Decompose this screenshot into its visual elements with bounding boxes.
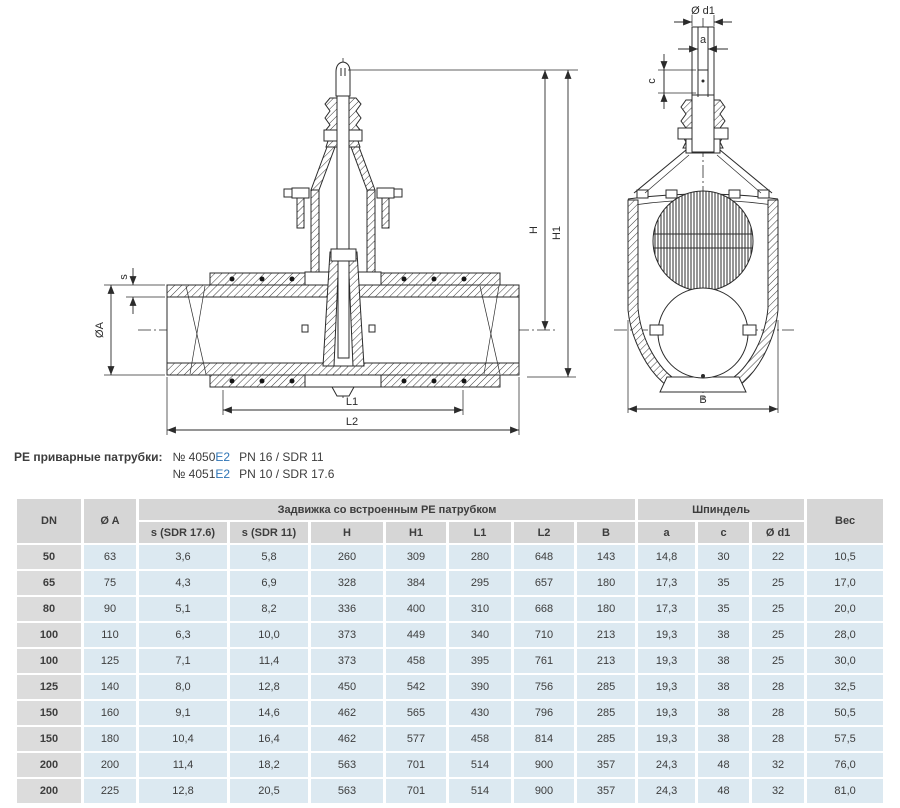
table-cell: 180 xyxy=(84,727,136,751)
table-cell: 357 xyxy=(577,779,635,803)
table-cell: 756 xyxy=(514,675,574,699)
table-cell: 285 xyxy=(577,675,635,699)
table-cell: 462 xyxy=(311,701,383,725)
table-cell: 213 xyxy=(577,623,635,647)
cell-dn: 150 xyxy=(17,701,81,725)
col-header-b: B xyxy=(577,522,635,543)
front-view xyxy=(94,58,578,435)
table-cell: 563 xyxy=(311,753,383,777)
cell-dn: 50 xyxy=(17,545,81,569)
table-cell: 8,0 xyxy=(139,675,227,699)
note-item xyxy=(172,449,334,466)
table-cell: 17,3 xyxy=(638,597,695,621)
table-cell: 450 xyxy=(311,675,383,699)
table-row xyxy=(17,649,883,673)
table-cell: 90 xyxy=(84,597,136,621)
table-cell: 32,5 xyxy=(807,675,883,699)
table-cell: 38 xyxy=(698,649,749,673)
table-cell: 295 xyxy=(449,571,511,595)
table-cell: 25 xyxy=(752,597,804,621)
dim-label-dia-a: ØA xyxy=(94,322,106,338)
table-cell: 761 xyxy=(514,649,574,673)
table-cell: 38 xyxy=(698,623,749,647)
table-cell: 48 xyxy=(698,779,749,803)
table-body xyxy=(17,545,883,803)
dim-label-a: a xyxy=(699,34,707,46)
table-cell: 657 xyxy=(514,571,574,595)
table-cell: 390 xyxy=(449,675,511,699)
table-cell: 160 xyxy=(84,701,136,725)
col-header-h1: H1 xyxy=(386,522,446,543)
table-cell: 30 xyxy=(698,545,749,569)
table-cell: 310 xyxy=(449,597,511,621)
table-cell: 430 xyxy=(449,701,511,725)
table-cell: 20,5 xyxy=(230,779,308,803)
table-cell: 796 xyxy=(514,701,574,725)
table-cell: 6,9 xyxy=(230,571,308,595)
dim-label-s: s xyxy=(118,274,130,280)
table-row xyxy=(17,675,883,699)
table-cell: 900 xyxy=(514,753,574,777)
table-cell: 225 xyxy=(84,779,136,803)
table-cell: 25 xyxy=(752,623,804,647)
table-cell: 12,8 xyxy=(230,675,308,699)
table-cell: 814 xyxy=(514,727,574,751)
cell-dn: 100 xyxy=(17,623,81,647)
table-cell: 373 xyxy=(311,649,383,673)
table-cell: 449 xyxy=(386,623,446,647)
col-header-da: Ø A xyxy=(84,499,136,543)
table-cell: 180 xyxy=(577,571,635,595)
table-cell: 63 xyxy=(84,545,136,569)
table-cell: 309 xyxy=(386,545,446,569)
table-cell: 336 xyxy=(311,597,383,621)
dim-label-l1: L1 xyxy=(345,396,359,408)
catalog-spec: PN 16 / SDR 11 xyxy=(239,450,324,464)
cell-dn: 80 xyxy=(17,597,81,621)
table-cell: 577 xyxy=(386,727,446,751)
table-cell: 76,0 xyxy=(807,753,883,777)
table-cell: 143 xyxy=(577,545,635,569)
table-cell: 328 xyxy=(311,571,383,595)
table-cell: 710 xyxy=(514,623,574,647)
catalog-number: № 4051 xyxy=(172,467,216,481)
table-cell: 395 xyxy=(449,649,511,673)
table-cell: 25 xyxy=(752,571,804,595)
table-cell: 12,8 xyxy=(139,779,227,803)
table-cell: 17,0 xyxy=(807,571,883,595)
table-cell: 19,3 xyxy=(638,701,695,725)
table-cell: 14,6 xyxy=(230,701,308,725)
table-cell: 5,8 xyxy=(230,545,308,569)
table-cell: 28 xyxy=(752,701,804,725)
table-cell: 900 xyxy=(514,779,574,803)
table-cell: 10,5 xyxy=(807,545,883,569)
table-cell: 8,2 xyxy=(230,597,308,621)
table-cell: 32 xyxy=(752,779,804,803)
table-cell: 19,3 xyxy=(638,675,695,699)
table-cell: 19,3 xyxy=(638,623,695,647)
col-header-c: c xyxy=(698,522,749,543)
col-header-s-sdr-11: s (SDR 11) xyxy=(230,522,308,543)
table-cell: 19,3 xyxy=(638,649,695,673)
col-header-h: H xyxy=(311,522,383,543)
table-cell: 24,3 xyxy=(638,753,695,777)
table-cell: 3,6 xyxy=(139,545,227,569)
table-cell: 542 xyxy=(386,675,446,699)
table-row xyxy=(17,753,883,777)
table-cell: 9,1 xyxy=(139,701,227,725)
table-cell: 57,5 xyxy=(807,727,883,751)
table-cell: 81,0 xyxy=(807,779,883,803)
table-cell: 462 xyxy=(311,727,383,751)
dim-label-l2: L2 xyxy=(345,416,359,428)
catalog-suffix: E2 xyxy=(215,467,231,481)
table-cell: 213 xyxy=(577,649,635,673)
col-header-s-sdr-17-6: s (SDR 17.6) xyxy=(139,522,227,543)
table-cell: 38 xyxy=(698,675,749,699)
group-header-spindle: Шпиндель xyxy=(638,499,804,520)
table-cell: 11,4 xyxy=(230,649,308,673)
table-cell: 28,0 xyxy=(807,623,883,647)
cell-dn: 100 xyxy=(17,649,81,673)
table-cell: 10,0 xyxy=(230,623,308,647)
col-header-weight: Вес xyxy=(807,499,883,543)
table-cell: 4,3 xyxy=(139,571,227,595)
table-cell: 514 xyxy=(449,779,511,803)
table-cell: 340 xyxy=(449,623,511,647)
table-cell: 35 xyxy=(698,597,749,621)
table-cell: 110 xyxy=(84,623,136,647)
col-header-l2: L2 xyxy=(514,522,574,543)
table-row xyxy=(17,545,883,569)
table-cell: 18,2 xyxy=(230,753,308,777)
table-cell: 6,3 xyxy=(139,623,227,647)
table-row xyxy=(17,779,883,803)
table-cell: 701 xyxy=(386,779,446,803)
table-cell: 648 xyxy=(514,545,574,569)
cell-dn: 200 xyxy=(17,779,81,803)
table-header xyxy=(17,499,883,543)
table-cell: 38 xyxy=(698,727,749,751)
dim-label-b: B xyxy=(699,394,707,406)
table-cell: 10,4 xyxy=(139,727,227,751)
col-header-l1: L1 xyxy=(449,522,511,543)
table-cell: 668 xyxy=(514,597,574,621)
catalog-suffix: E2 xyxy=(215,450,231,464)
table-cell: 30,0 xyxy=(807,649,883,673)
cell-dn: 65 xyxy=(17,571,81,595)
group-header-valve: Задвижка со встроенным PE патрубком xyxy=(139,499,635,520)
table-row xyxy=(17,623,883,647)
table-cell: 16,4 xyxy=(230,727,308,751)
table-cell: 48 xyxy=(698,753,749,777)
table-cell: 50,5 xyxy=(807,701,883,725)
note-items xyxy=(172,449,334,483)
table-cell: 458 xyxy=(386,649,446,673)
side-view xyxy=(614,5,794,413)
table-row xyxy=(17,571,883,595)
table-cell: 514 xyxy=(449,753,511,777)
table-cell: 701 xyxy=(386,753,446,777)
note-item xyxy=(172,466,334,483)
table-cell: 400 xyxy=(386,597,446,621)
dim-label-h: H xyxy=(528,226,540,234)
table-cell: 17,3 xyxy=(638,571,695,595)
table-cell: 5,1 xyxy=(139,597,227,621)
table-cell: 285 xyxy=(577,727,635,751)
table-cell: 373 xyxy=(311,623,383,647)
cell-dn: 150 xyxy=(17,727,81,751)
cell-dn: 200 xyxy=(17,753,81,777)
table-cell: 200 xyxy=(84,753,136,777)
table-cell: 24,3 xyxy=(638,779,695,803)
table-cell: 285 xyxy=(577,701,635,725)
table-cell: 11,4 xyxy=(139,753,227,777)
table-cell: 35 xyxy=(698,571,749,595)
table-cell: 280 xyxy=(449,545,511,569)
table-row xyxy=(17,597,883,621)
table-cell: 32 xyxy=(752,753,804,777)
table-cell: 7,1 xyxy=(139,649,227,673)
table-cell: 565 xyxy=(386,701,446,725)
col-header-d1: Ø d1 xyxy=(752,522,804,543)
table-cell: 22 xyxy=(752,545,804,569)
dim-label-d1: Ø d1 xyxy=(691,5,715,17)
table-cell: 563 xyxy=(311,779,383,803)
table-cell: 25 xyxy=(752,649,804,673)
pe-note xyxy=(14,449,334,483)
table-cell: 28 xyxy=(752,727,804,751)
table-cell: 458 xyxy=(449,727,511,751)
table-row xyxy=(17,727,883,751)
table-cell: 384 xyxy=(386,571,446,595)
col-header-a: a xyxy=(638,522,695,543)
table-cell: 140 xyxy=(84,675,136,699)
col-header-dn: DN xyxy=(17,499,81,543)
table-cell: 180 xyxy=(577,597,635,621)
catalog-number: № 4050 xyxy=(172,450,216,464)
dimension-table xyxy=(14,497,886,805)
table-cell: 14,8 xyxy=(638,545,695,569)
table-cell: 38 xyxy=(698,701,749,725)
dim-label-c: c xyxy=(646,78,658,84)
table-cell: 125 xyxy=(84,649,136,673)
table-cell: 20,0 xyxy=(807,597,883,621)
table-cell: 75 xyxy=(84,571,136,595)
dim-label-h1: H1 xyxy=(551,225,563,241)
table-cell: 28 xyxy=(752,675,804,699)
table-cell: 357 xyxy=(577,753,635,777)
cell-dn: 125 xyxy=(17,675,81,699)
table-cell: 260 xyxy=(311,545,383,569)
catalog-spec: PN 10 / SDR 17.6 xyxy=(239,467,335,481)
table-cell: 19,3 xyxy=(638,727,695,751)
table-row xyxy=(17,701,883,725)
note-label: PE приварные патрубки: xyxy=(14,450,163,464)
